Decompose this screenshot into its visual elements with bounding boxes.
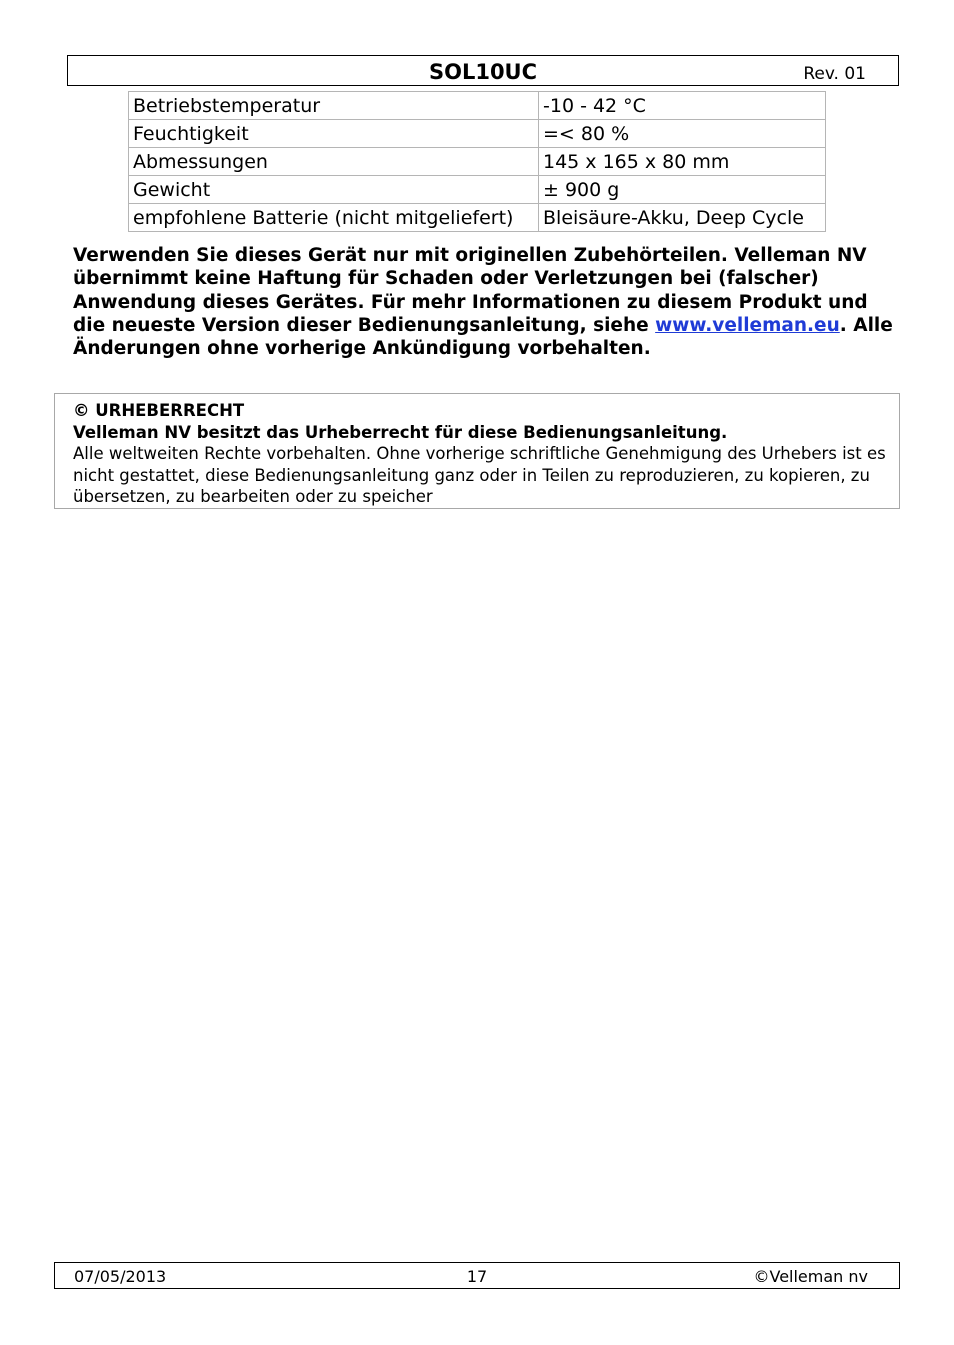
copyright-heading: © URHEBERRECHT bbox=[73, 401, 245, 420]
table-row bbox=[129, 204, 826, 232]
copyright-body: Alle weltweiten Rechte vorbehalten. Ohne vorherige schriftliche Genehmigung des Urhebers ist es nicht gestattet, diese Bedienungsanleitung ganz oder in Teilen zu reproduzieren, zu kopieren, zu übersetzen, zu bearbeiten oder zu speicher bbox=[73, 444, 886, 507]
page-header bbox=[67, 55, 899, 86]
page-number: 17 bbox=[466, 1267, 488, 1286]
copyright-box bbox=[54, 393, 900, 509]
revision-label: Rev. 01 bbox=[803, 64, 866, 84]
spec-value: =< 80 % bbox=[539, 120, 826, 148]
spec-label: Abmessungen bbox=[129, 148, 539, 176]
usage-notice bbox=[73, 244, 893, 360]
spec-value: -10 - 42 °C bbox=[539, 92, 826, 120]
page-footer bbox=[54, 1262, 900, 1289]
spec-label: Betriebstemperatur bbox=[129, 92, 539, 120]
footer-copyright: ©Velleman nv bbox=[753, 1267, 868, 1286]
spec-label: empfohlene Batterie (nicht mitgeliefert) bbox=[129, 204, 539, 232]
spec-value: Bleisäure-Akku, Deep Cycle bbox=[539, 204, 826, 232]
table-row bbox=[129, 120, 826, 148]
spec-value: ± 900 g bbox=[539, 176, 826, 204]
specifications-table bbox=[128, 91, 826, 232]
notice-text-before-link: Verwenden Sie dieses Gerät nur mit originellen Zubehörteilen. Velleman NV übernimmt keine Haftung für Schaden oder Verletzungen bei (falscher) Anwendung dieses Gerätes. Für mehr Informationen zu diesem Produkt und die neueste Version dieser Bedienungsanleitung, siehe bbox=[73, 245, 868, 336]
table-row bbox=[129, 176, 826, 204]
footer-date: 07/05/2013 bbox=[74, 1267, 167, 1286]
velleman-website-link[interactable]: www.velleman.eu bbox=[655, 314, 840, 336]
document-title: SOL10UC bbox=[428, 60, 538, 84]
spec-label: Feuchtigkeit bbox=[129, 120, 539, 148]
spec-label: Gewicht bbox=[129, 176, 539, 204]
copyright-owner-line: Velleman NV besitzt das Urheberrecht für diese Bedienungsanleitung. bbox=[73, 422, 728, 442]
table-row bbox=[129, 92, 826, 120]
table-row bbox=[129, 148, 826, 176]
spec-value: 145 x 165 x 80 mm bbox=[539, 148, 826, 176]
notice-text-after-link: . Alle Änderungen ohne vorherige Ankündigung vorbehalten. bbox=[73, 314, 893, 360]
